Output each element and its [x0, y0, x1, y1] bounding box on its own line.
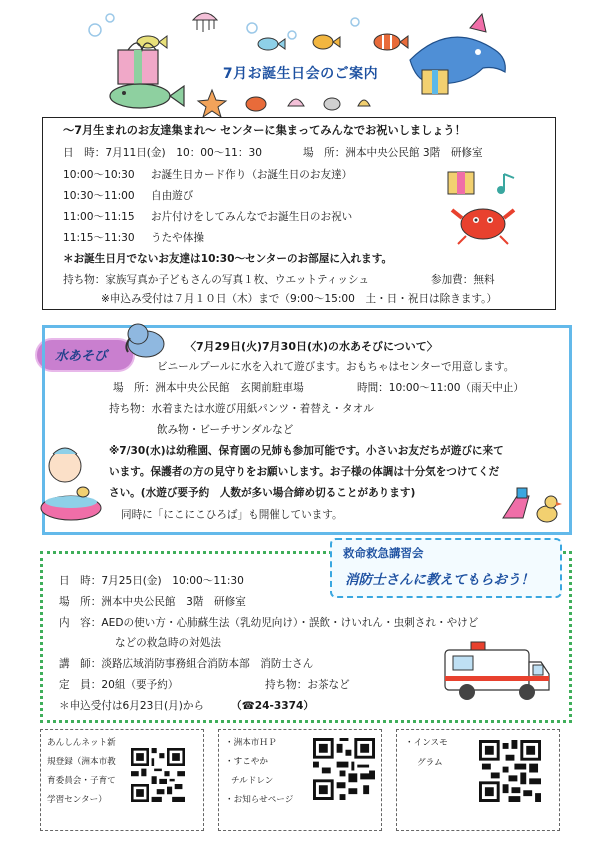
qr-code-icon[interactable]	[131, 748, 185, 802]
crab-icon	[438, 168, 528, 248]
schedule-time: 10:30～11:00	[63, 190, 135, 202]
firstaid-subtitle: 消防士さんに教えてもらおう！	[345, 572, 534, 588]
firstaid-phone: （☎24-3374）	[231, 700, 315, 712]
firstaid-content: 内 容：AEDの使い方・心肺蘇生法（乳幼児向け）・誤飲・けいれん・虫刺され・やけど	[59, 617, 479, 629]
water-belongings-2: 飲み物・ビーチサンダルなど	[157, 424, 294, 436]
firstaid-belongings: 持ち物：お茶など	[265, 679, 350, 691]
footer-text: 規登録（洲本市教	[47, 757, 116, 767]
water-heading: 〈7月29日(火)7月30日(水)の水あそびについて〉	[185, 340, 438, 353]
water-note: います。保護者の方の見守りをお願いします。お子様の体調は十分気をつけてくだ	[109, 466, 500, 478]
schedule-item: うたや体操	[151, 232, 204, 244]
water-concurrent: 同時に「にこにこひろば」も開催しています。	[121, 509, 343, 521]
water-note: ※7/30(水)は幼稚園、保育園の兄姉も参加可能です。小さいお友だちが遊びに来て	[109, 445, 504, 457]
footer-text: あんしんネット新	[47, 738, 116, 748]
birthday-place: 場 所：洲本中央公民館 3階 研修室	[303, 147, 483, 159]
firstaid-lecturer: 講 師：淡路広域消防事務組合消防本部 消防士さん	[59, 658, 314, 670]
birthday-section	[42, 117, 556, 310]
elephant-icon	[122, 316, 170, 360]
firstaid-place: 場 所：洲本中央公民館 3階 研修室	[59, 596, 246, 608]
footer-text: グラム	[417, 758, 443, 768]
firstaid-content-2: などの救急時の対処法	[115, 637, 221, 649]
birthday-heading: ～7月生まれのお友達集まれ～ センターに集まってみんなでお祝いしましょう！	[63, 124, 466, 137]
firstaid-title: 救命救急講習会	[343, 546, 424, 560]
header-illustration	[0, 0, 600, 122]
schedule-item: 自由遊び	[151, 190, 194, 202]
water-belongings: 持ち物：水着または水遊び用紙パンツ・着替え・タオル	[109, 403, 374, 415]
birthday-belongings: 持ち物：家族写真か子どもさんの写真１枚、ウエットティッシュ	[63, 274, 369, 286]
water-desc: ビニールプールに水を入れて遊びます。おもちゃはセンターで用意します。	[157, 361, 515, 373]
birthday-note: ＊お誕生日月でないお友達は10:30～センターのお部屋に入れます。	[63, 253, 393, 265]
footer-box-anshin	[40, 729, 204, 831]
birthday-apply: ※申込み受付は７月１０日（木）まで（9:00～15:00 土・日・祝日は除きます。）	[101, 293, 498, 305]
qr-code-icon[interactable]	[313, 738, 375, 800]
firstaid-datetime: 日 時：7月25日(金) 10:00～11:30	[59, 575, 244, 587]
footer-text: 学習センター）	[47, 795, 107, 805]
footer-box-city	[218, 729, 382, 831]
schedule-item: お誕生日カード作り（お誕生日のお友達）	[151, 169, 353, 181]
footer-box-instagram	[396, 729, 560, 831]
footer-text: 育委員会・子育て	[47, 776, 116, 786]
footer-text: チルドレン	[231, 776, 274, 786]
schedule-time: 10:00～10:30	[63, 169, 135, 181]
footer-text: ・インスモ	[405, 738, 448, 748]
birthday-datetime: 日 時：7月11日(金) 10：00～11：30	[63, 147, 262, 159]
page-title: 7月お誕生日会のご案内	[222, 66, 379, 82]
header-decoration	[0, 0, 600, 122]
water-toys-icon	[493, 478, 569, 530]
footer-text: ・お知らせページ	[225, 795, 294, 805]
firstaid-apply: ＊申込受付は6月23日(月)から	[59, 700, 205, 712]
baby-pool-icon	[39, 428, 107, 528]
qr-code-icon[interactable]	[479, 740, 541, 802]
water-place: 場 所：洲本中央公民館 玄関前駐車場	[113, 382, 304, 394]
schedule-item: お片付けをしてみんなでお誕生日のお祝い	[151, 211, 353, 223]
water-time: 時間：10:00～11:00（雨天中止）	[357, 382, 524, 394]
birthday-fee: 参加費：無料	[431, 274, 495, 286]
water-badge-label: 水あそび	[55, 349, 108, 364]
footer-text: ・洲本市ＨＰ	[225, 738, 277, 748]
firstaid-capacity: 定 員：20組（要予約）	[59, 679, 179, 691]
ambulance-icon	[441, 636, 551, 702]
water-note: さい。(水遊び要予約 人数が多い場合締め切ることがあります)	[109, 487, 416, 499]
footer-text: ・すこやか	[225, 757, 268, 767]
schedule-time: 11:15～11:30	[63, 232, 135, 244]
schedule-time: 11:00～11:15	[63, 211, 135, 223]
